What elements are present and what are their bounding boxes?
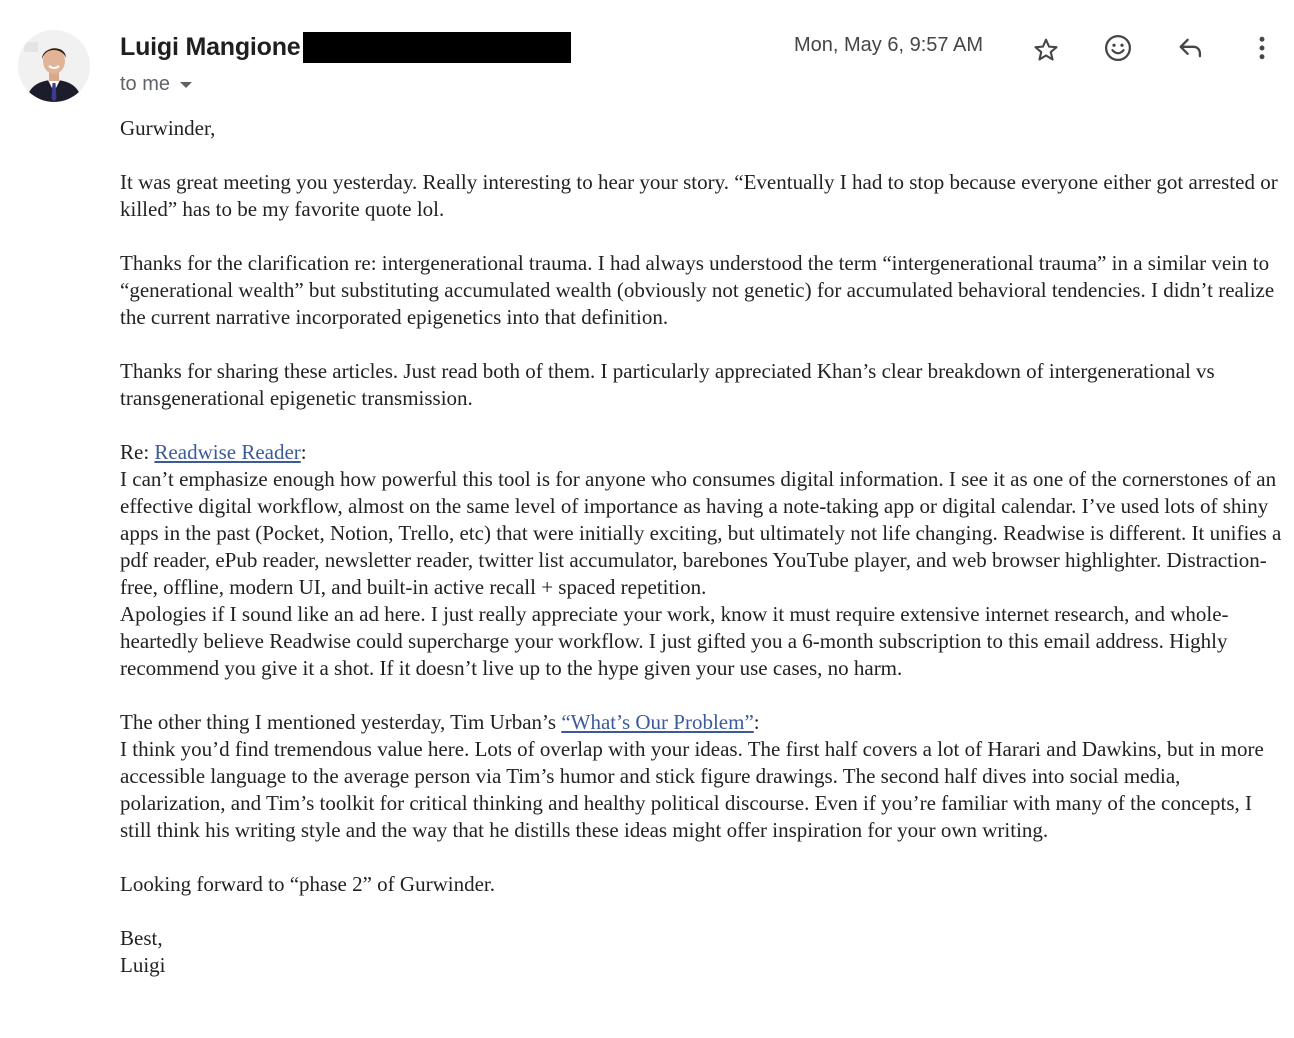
paragraph-meeting: It was great meeting you yesterday. Really interesting to hear your story. “Eventually I had to stop because everyone either got arrested or killed” has to be my favorite quote lol. [120, 170, 1278, 221]
star-icon [1032, 36, 1060, 64]
sender-name[interactable]: Luigi Mangione [120, 32, 301, 61]
paragraph-phase2: Looking forward to “phase 2” of Gurwinder. [120, 872, 495, 896]
paragraph-apology: Apologies if I sound like an ad here. I just really appreciate your work, know it must require extensive internet research, and whole-heartedly believe Readwise could supercharge your workflow. I just gifted you a 6-month subscription to this email address. Highly recommend you give it a shot. If it doesn’t live up to the hype given your use cases, no harm. [120, 602, 1229, 680]
more-options-button[interactable] [1242, 28, 1282, 68]
paragraph-readwise: I can’t emphasize enough how powerful this tool is for anyone who consumes digital information. I see it as one of the cornerstones of an effective digital workflow, almost on the same level of importance as having a note-taking app or digital calendar. I’ve used lots of shiny apps in the past (Pocket, Notion, Trello, etc) that were initially exciting, but ultimately not life changing. Readwise is different. It unifies a pdf reader, ePub reader, newsletter reader, twitter list accumulator, barebones YouTube player, and web browser highlighter. Distraction-free, offline, modern UI, and built-in active recall + spaced repetition. [120, 467, 1282, 599]
add-reaction-button[interactable] [1098, 28, 1138, 68]
caret-down-icon [180, 82, 192, 88]
sender-line [120, 31, 571, 63]
message-date: Mon, May 6, 9:57 AM [794, 34, 983, 56]
reply-button[interactable] [1170, 28, 1210, 68]
avatar-photo [18, 30, 90, 102]
recipient-label: to me [120, 72, 171, 95]
tim-prefix: The other thing I mentioned yesterday, Tim Urban’s [120, 710, 562, 734]
sender-avatar[interactable] [18, 30, 90, 102]
whats-our-problem-link[interactable]: “What’s Our Problem” [561, 710, 754, 734]
readwise-heading [120, 439, 1288, 466]
tim-urban-heading [120, 709, 1288, 736]
redacted-email-block [303, 32, 571, 63]
star-button[interactable] [1026, 30, 1066, 70]
paragraph-articles: Thanks for sharing these articles. Just read both of them. I particularly appreciated Khan’s clear breakdown of intergenerational vs transgenerational epigenetic transmission. [120, 359, 1215, 410]
greeting: Gurwinder, [120, 116, 216, 140]
signature: Luigi [120, 953, 166, 977]
signoff: Best, [120, 926, 163, 950]
more-vert-icon [1248, 34, 1276, 62]
paragraph-tim-urban: I think you’d find tremendous value here. Lots of overlap with your ideas. The first half covers a lot of Harari and Dawkins, but in more accessible language to the average person via Tim’s humor and stick figure drawings. The second half dives into social media, polarization, and Tim’s toolkit for critical thinking and healthy political discourse. Even if you’re familiar with many of the concepts, I still think his writing style and the way that he distills these ideas might offer inspiration for your own writing. [120, 737, 1264, 842]
paragraph-trauma: Thanks for the clarification re: intergenerational trauma. I had always understood the term “intergenerational trauma” in a similar vein to “generational wealth” but substituting accumulated wealth (obviously not genetic) for accumulated behavioral tendencies. I didn’t realize the current narrative incorporated epigenetics into that definition. [120, 251, 1275, 329]
message-body [120, 115, 1288, 979]
readwise-suffix: : [300, 440, 307, 464]
emoji-icon [1103, 33, 1133, 63]
reply-icon [1176, 34, 1204, 62]
readwise-reader-link[interactable]: Readwise Reader [154, 440, 301, 464]
recipient-dropdown[interactable] [120, 70, 192, 98]
tim-suffix: : [753, 710, 760, 734]
readwise-prefix: Re: [120, 440, 155, 464]
